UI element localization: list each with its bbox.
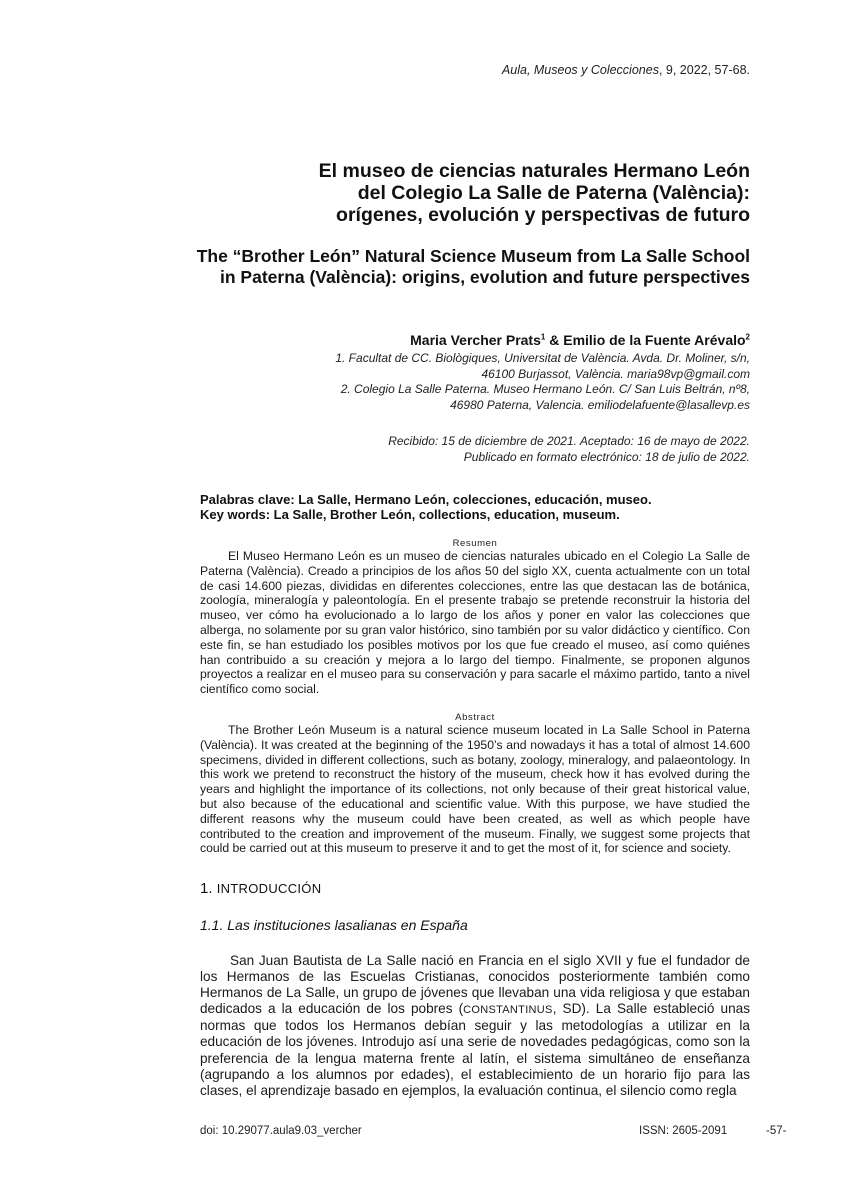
article-title-spanish xyxy=(110,160,750,226)
affiliation-line: 1. Facultat de CC. Biològiques, Universitat de València. Avda. Dr. Moliner, s/n, xyxy=(335,351,750,365)
title-en-line: The “Brother León” Natural Science Museum from La Salle School xyxy=(196,246,750,266)
abstract-text: The Brother León Museum is a natural science museum located in La Salle School in Paterna (València). It was created at the beginning of the 1950’s and nowadays it has a total of almost 14.600 specimens, divided in different collections, such as botany, zoology, mineralogy, and palaeontology. In this work we pretend to reconstruct the history of the museum, check how it has evolved during the years and highlight the importance of its collections, not only because of their great historical value, but also because of the educational and scientific value. With this purpose, we have studied the different reasons why the museum could have been created, as well as which people have contributed to the creation and improvement of the museum. Finally, we suggest some projects that could be carried out at this museum to preserve it and to get the most of it, for science and society. xyxy=(200,723,750,856)
affiliation-mark: 2 xyxy=(745,332,750,342)
title-es-line: orígenes, evolución y perspectivas de futuro xyxy=(336,204,750,226)
subsection-heading: 1.1. Las instituciones lasalianas en España xyxy=(200,917,468,933)
author-name: Emilio de la Fuente Arévalo xyxy=(563,332,746,348)
keywords-english: Key words: La Salle, Brother León, collections, education, museum. xyxy=(200,506,620,522)
keywords-block xyxy=(200,493,760,522)
journal-citation xyxy=(502,63,750,77)
journal-issue: , 9, 2022, 57-68. xyxy=(658,63,750,77)
received-accepted-dates: Recibido: 15 de diciembre de 2021. Aceptado: 16 de mayo de 2022. xyxy=(388,434,750,448)
affiliation-line: 2. Colegio La Salle Paterna. Museo Hermano León. C/ San Luis Beltrán, nº8, xyxy=(340,382,750,396)
published-date: Publicado en formato electrónico: 18 de julio de 2022. xyxy=(463,449,750,464)
author-list xyxy=(410,332,750,348)
affiliation-mark: 1 xyxy=(540,332,546,342)
abstract-heading: Abstract xyxy=(455,712,495,723)
footer-doi: doi: 10.29077.aula9.03_vercher xyxy=(200,1125,362,1137)
article-title-english xyxy=(50,246,750,288)
affiliation-line: 46100 Burjassot, València. maria98vp@gmail.com xyxy=(481,366,750,381)
section-number: 1. xyxy=(200,880,217,897)
footer-issn: ISSN: 2605-2091 xyxy=(639,1125,728,1137)
body-paragraph xyxy=(200,953,750,1099)
author-connector: & xyxy=(545,332,564,348)
section-heading xyxy=(200,880,321,897)
keywords-spanish: Palabras clave: La Salle, Hermano León, colecciones, educación, museo. xyxy=(200,492,652,507)
body-text-part: , SD). La Salle estableció unas normas que todos los Hermanos debían seguir y las metodologías a utilizar en la educación de los jóvenes. Introdujo así una serie de novedades pedagógicas, como son la preferencia de la lengua materna frente al latín, el sistema simultáneo de enseñanza (agrupando a los alumnos por edades), el establecimiento de un horario fijo para las clases, el aprendizaje basado en ejemplos, la evaluación continua, el silencio como regla xyxy=(200,1001,750,1098)
title-en-line: in Paterna (València): origins, evolution and future perspectives xyxy=(220,267,750,287)
resumen-heading: Resumen xyxy=(452,538,498,549)
footer-page-number: -57- xyxy=(766,1125,787,1137)
author-name: Maria Vercher Prats xyxy=(410,332,541,348)
resumen-text: El Museo Hermano León es un museo de ciencias naturales ubicado en el Colegio La Salle de Paterna (València). Creado a principios de los años 50 del siglo XX, cuenta actualmente con un total de casi 14.600 piezas, divididas en diferentes colecciones, entre las que destacan las de botánica, zoología, mineralogía y paleontología. En el presente trabajo se pretende reconstruir la historia del museo, ver cómo ha evolucionado a lo largo de los años y poner en valor las colecciones que alberga, no solamente por su gran valor histórico, sino también por su valor didáctico y científico. Con este fin, se han estudiado los posibles motivos por los que fue creado el museo, así como quiénes han contribuido a su creación y mejora a lo largo del tiempo. Finalmente, se proponen algunos proyectos a realizar en el museo para su conservación y para sacarle el máximo partido, tanto a nivel científico como social. xyxy=(200,549,750,697)
title-es-line: del Colegio La Salle de Paterna (València): xyxy=(357,182,750,204)
affiliations xyxy=(230,351,750,413)
journal-title: Aula, Museos y Colecciones xyxy=(501,63,659,77)
section-title: INTRODUCCIÓN xyxy=(216,881,322,896)
body-text-part: San Juan Bautista de La Salle nació en Francia en el siglo XVII y fue el fundador de los Hermanos de las Escuelas Cristianas, conocidos posteriormente también como Hermanos de La Salle, un grupo de jóvenes que llevaban una vida religiosa y que estaban dedicados a la educación de los pobres ( xyxy=(200,953,750,1017)
title-es-line: El museo de ciencias naturales Hermano León xyxy=(318,160,750,182)
citation-author: CONSTANTINUS xyxy=(463,1004,553,1017)
affiliation-line: 46980 Paterna, Valencia. emiliodelafuente@lasallevp.es xyxy=(450,397,750,412)
publication-dates xyxy=(230,434,750,465)
